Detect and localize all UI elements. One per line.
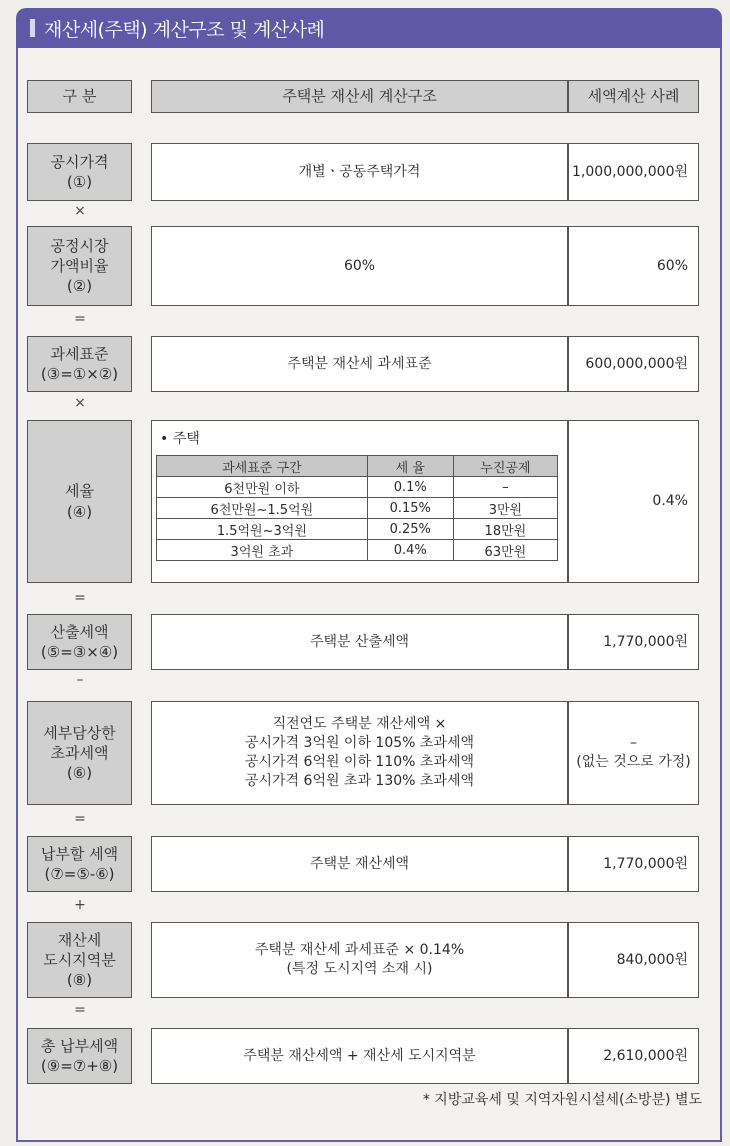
rate-table-header-row bbox=[157, 456, 558, 477]
row-value-tax-rate: 0.4% bbox=[568, 420, 699, 583]
row-label-tax-rate: 세율 (④) bbox=[27, 420, 132, 583]
row-label-urban-tax: 재산세 도시지역분 (⑧) bbox=[27, 922, 132, 998]
row-label-payable-tax: 납부할 세액 (⑦=⑤-⑥) bbox=[27, 836, 132, 892]
rate-bracket: 6천만원 이하 bbox=[157, 477, 368, 498]
rate-bracket: 3억원 초과 bbox=[157, 540, 368, 561]
row-desc-tax-base: 주택분 재산세 과세표준 bbox=[151, 336, 568, 392]
row-value-urban-tax: 840,000원 bbox=[568, 922, 699, 998]
rate-percent: 0.4% bbox=[367, 540, 453, 561]
rate-bracket: 1.5억원~3억원 bbox=[157, 519, 368, 540]
operator-multiply: × bbox=[74, 395, 86, 411]
row-value-payable-tax: 1,770,000원 bbox=[568, 836, 699, 892]
row-desc-urban-tax: 주택분 재산세 과세표준 × 0.14% (특정 도시지역 소재 시) bbox=[151, 922, 568, 998]
header-accent-bar bbox=[30, 19, 35, 37]
footnote: * 지방교육세 및 지역자원시설세(소방분) 별도 bbox=[422, 1092, 702, 1108]
operator-equals: = bbox=[74, 590, 86, 606]
row-label-official-price: 공시가격 (①) bbox=[27, 143, 132, 201]
rate-percent: 0.15% bbox=[367, 498, 453, 519]
row-value-tax-base: 600,000,000원 bbox=[568, 336, 699, 392]
row-label-tax-base: 과세표준 (③=①×②) bbox=[27, 336, 132, 392]
col-header-structure: 주택분 재산세 계산구조 bbox=[151, 80, 568, 113]
rate-table-header: 세 율 bbox=[367, 456, 453, 477]
row-label-total-tax: 총 납부세액 (⑨=⑦+⑧) bbox=[27, 1028, 132, 1084]
row-desc-calculated-tax: 주택분 산출세액 bbox=[151, 614, 568, 670]
operator-equals: = bbox=[74, 811, 86, 827]
col-header-example: 세액계산 사례 bbox=[568, 80, 699, 113]
rate-deduction: 18만원 bbox=[453, 519, 557, 540]
row-value-total-tax: 2,610,000원 bbox=[568, 1028, 699, 1084]
rate-deduction: 63만원 bbox=[453, 540, 557, 561]
rate-table bbox=[156, 455, 558, 561]
rate-percent: 0.25% bbox=[367, 519, 453, 540]
table-row bbox=[157, 540, 558, 561]
row-desc-official-price: 개별ㆍ공동주택가격 bbox=[151, 143, 568, 201]
row-label-market-ratio: 공정시장 가액비율 (②) bbox=[27, 226, 132, 306]
table-row bbox=[157, 477, 558, 498]
row-value-calculated-tax: 1,770,000원 bbox=[568, 614, 699, 670]
row-desc-payable-tax: 주택분 재산세액 bbox=[151, 836, 568, 892]
operator-minus: – bbox=[76, 672, 84, 688]
row-value-official-price: 1,000,000,000원 bbox=[568, 143, 699, 201]
row-desc-market-ratio: 60% bbox=[151, 226, 568, 306]
rate-deduction: – bbox=[453, 477, 557, 498]
operator-plus: + bbox=[74, 897, 86, 913]
operator-multiply: × bbox=[74, 203, 86, 219]
operator-equals: = bbox=[74, 311, 86, 327]
row-value-market-ratio: 60% bbox=[568, 226, 699, 306]
page-title: 재산세(주택) 계산구조 및 계산사례 bbox=[44, 19, 325, 41]
row-label-calculated-tax: 산출세액 (⑤=③×④) bbox=[27, 614, 132, 670]
rate-table-header: 누진공제 bbox=[453, 456, 557, 477]
rate-bracket: 6천만원~1.5억원 bbox=[157, 498, 368, 519]
operator-equals: = bbox=[74, 1002, 86, 1018]
col-header-category: 구 분 bbox=[27, 80, 132, 113]
rate-percent: 0.1% bbox=[367, 477, 453, 498]
row-label-excess-tax: 세부담상한 초과세액 (⑥) bbox=[27, 701, 132, 805]
table-row bbox=[157, 498, 558, 519]
rate-deduction: 3만원 bbox=[453, 498, 557, 519]
table-row bbox=[157, 519, 558, 540]
row-desc-excess-tax: 직전연도 주택분 재산세액 × 공시가격 3억원 이하 105% 초과세액 공시가격 6억원 이하 110% 초과세액 공시가격 6억원 초과 130% 초과세액 bbox=[151, 701, 568, 805]
row-desc-total-tax: 주택분 재산세액 + 재산세 도시지역분 bbox=[151, 1028, 568, 1084]
rate-table-header: 과세표준 구간 bbox=[157, 456, 368, 477]
row-value-excess-tax: – (없는 것으로 가정) bbox=[568, 701, 699, 805]
section-header bbox=[16, 8, 722, 48]
rate-table-bullet: • 주택 bbox=[160, 431, 200, 447]
